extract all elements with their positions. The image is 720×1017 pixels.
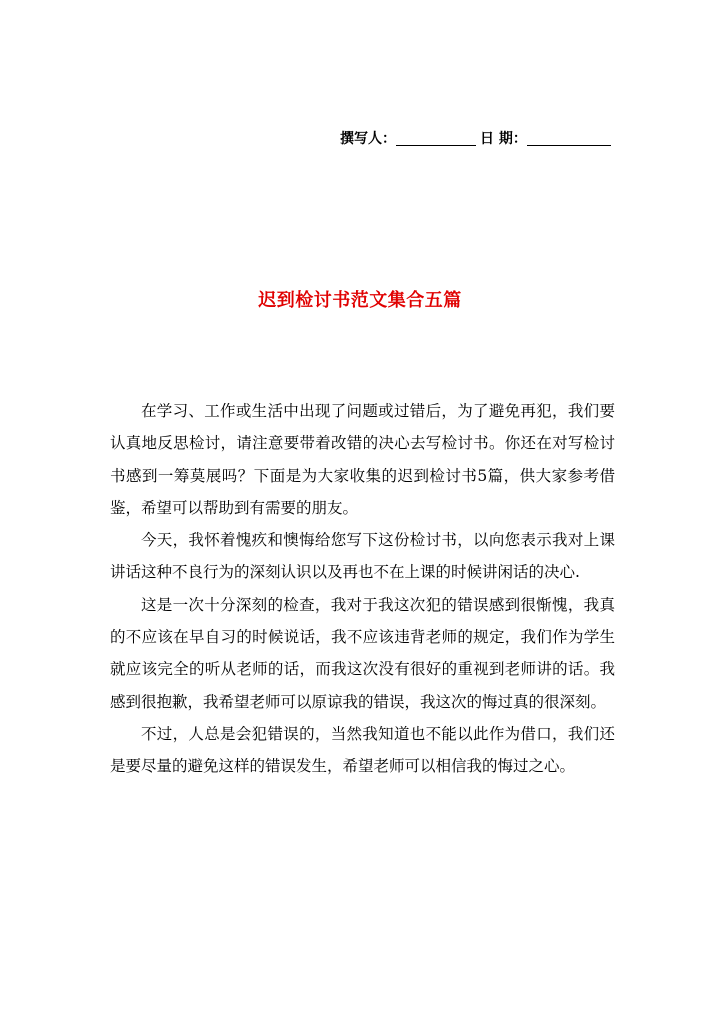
paragraph-1: 今天，我怀着愧疚和懊悔给您写下这份检讨书，以向您表示我对上课讲话这种不良行为的深刻认识以及再也不在上课的时候讲闲话的决心.	[110, 531, 615, 582]
paragraph-intro: 在学习、工作或生活中出现了问题或过错后，为了避免再犯，我们要认真地反思检讨，请注意要带着改错的决心去写检讨书。你还在对写检讨书感到一筹莫展吗？下面是为大家收集的迟到检讨书5篇，供大家参考借鉴，希望可以帮助到有需要的朋友。	[110, 402, 615, 517]
author-blank	[396, 131, 476, 146]
document-body	[110, 395, 615, 783]
author-label: 撰写人：	[340, 131, 396, 147]
date-blank	[527, 131, 611, 146]
paragraph-2: 这是一次十分深刻的检查，我对于我这次犯的错误感到很惭愧，我真的不应该在早自习的时候说话，我不应该违背老师的规定，我们作为学生就应该完全的听从老师的话，而我这次没有很好的重视到老师讲的话。我感到很抱歉，我希望老师可以原谅我的错误，我这次的悔过真的很深刻。	[110, 595, 615, 711]
document-title: 迟到检讨书范文集合五篇	[258, 290, 462, 311]
paragraph-3: 不过，人总是会犯错误的，当然我知道也不能以此作为借口，我们还是要尽量的避免这样的错误发生，希望老师可以相信我的悔过之心。	[110, 724, 615, 776]
date-label: 日 期：	[480, 131, 527, 147]
author-date-line	[340, 126, 620, 148]
